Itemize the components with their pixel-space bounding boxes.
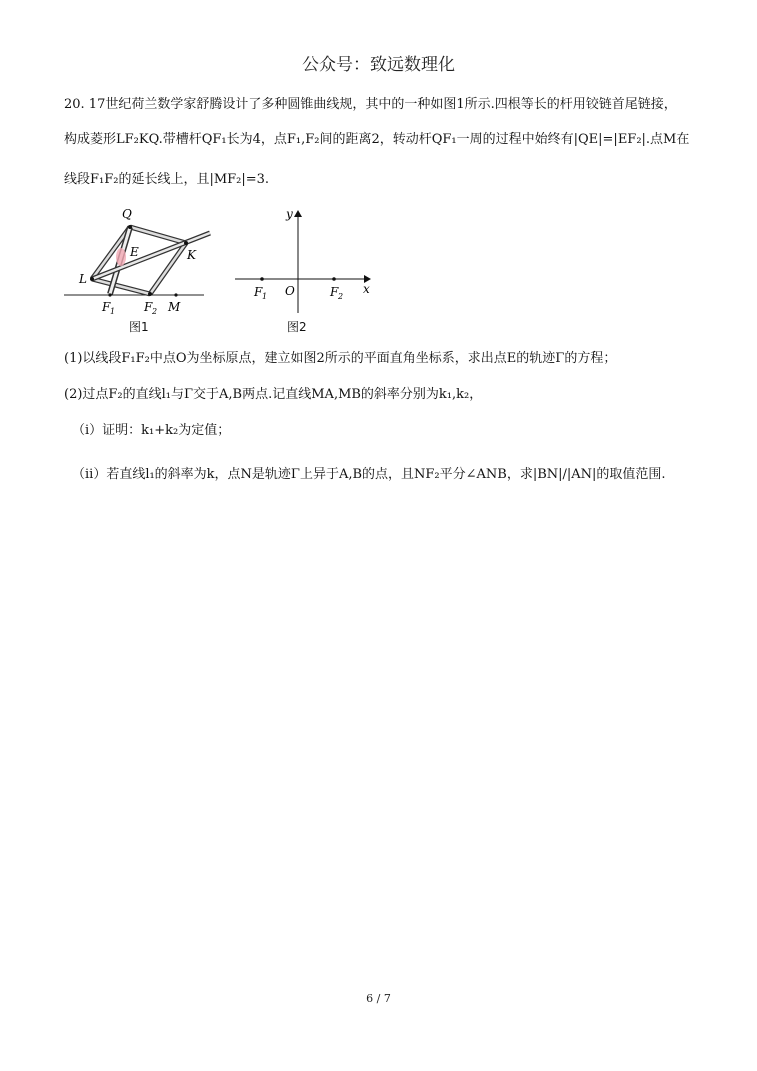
- question-2-ii: （ii）若直线l₁的斜率为k，点N是轨迹Γ上异于A,B的点，且NF₂平分∠ANB，求|BN|/|AN|的取值范围.: [72, 467, 666, 482]
- point-f1: [260, 277, 264, 281]
- page-number: 6 / 7: [366, 992, 391, 1005]
- label-f2-sub: 2: [152, 307, 158, 316]
- problem-line-2: 构成菱形LF₂KQ.带槽杆QF₁长为4，点F₁,F₂间的距离2，转动杆QF₁一周的过程中始终有|QE|=|EF₂|.点M在: [64, 132, 690, 147]
- label-f1: F: [254, 285, 263, 299]
- label-l: L: [79, 272, 87, 286]
- point-e-marker: [116, 248, 126, 266]
- label-e: E: [130, 245, 139, 259]
- figure-2-caption: 图2: [287, 320, 307, 334]
- label-f1-sub: 1: [262, 292, 268, 301]
- rhombus-bar-qk-inner: [130, 227, 186, 243]
- label-f1: F: [102, 300, 111, 314]
- figure-1-caption: 图1: [129, 320, 149, 334]
- label-k: K: [187, 248, 196, 262]
- label-f1-sub: 1: [110, 307, 116, 316]
- point-m: [174, 293, 177, 296]
- point-f2: [332, 277, 336, 281]
- problem-line-3: 线段F₁F₂的延长线上，且|MF₂|=3.: [64, 172, 270, 187]
- label-x: x: [363, 282, 370, 296]
- label-y: y: [286, 207, 293, 221]
- figure-1-diagram: [64, 205, 224, 335]
- joint-f2: [148, 292, 152, 296]
- label-f2: F: [144, 300, 153, 314]
- joint-k: [184, 241, 188, 245]
- label-f2-sub: 2: [338, 292, 344, 301]
- label-q: Q: [122, 207, 132, 221]
- problem-line-1: 20. 17世纪荷兰数学家舒腾设计了多种圆锥曲线规，其中的一种如图1所示.四根等长的杆用铰链首尾链接，: [64, 97, 677, 112]
- label-f2: F: [330, 285, 339, 299]
- joint-q: [128, 225, 132, 229]
- rhombus-bar-f2l-inner: [92, 279, 150, 294]
- label-m: M: [168, 300, 181, 314]
- point-f1: [108, 293, 111, 296]
- figure-2-diagram: [230, 205, 380, 335]
- label-o: O: [285, 284, 295, 298]
- question-2-i: （i）证明：k₁+k₂为定值；: [72, 423, 231, 438]
- question-1: (1)以线段F₁F₂中点O为坐标原点，建立如图2所示的平面直角坐标系，求出点E的轨迹Γ的方程；: [64, 351, 617, 366]
- page-header: 公众号：致远数理化: [302, 55, 455, 75]
- joint-l: [90, 277, 94, 281]
- question-2: (2)过点F₂的直线l₁与Γ交于A,B两点.记直线MA,MB的斜率分别为k₁,k₂，: [64, 387, 483, 402]
